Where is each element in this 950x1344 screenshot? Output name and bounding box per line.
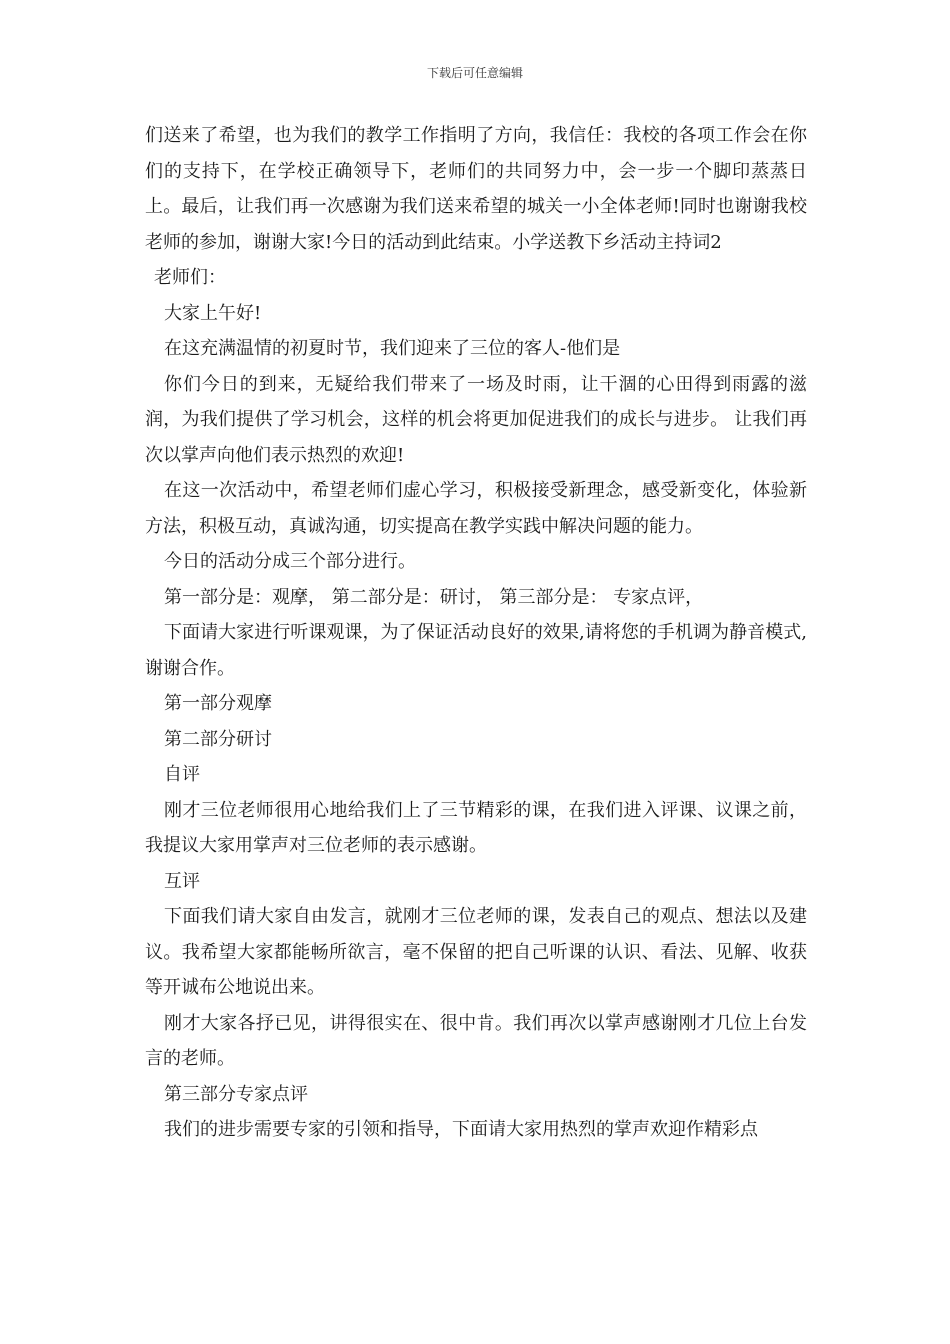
paragraph: 大家上午好! [164,302,262,324]
paragraph: 在这充满温情的初夏时节，我们迎来了三位的客人-他们是 [164,338,621,359]
paragraph: 第一部分是：观摩， 第二部分是：研讨， 第三部分是： 专家点评， [164,586,704,608]
document-body [145,118,807,1148]
paragraph: 老师们： [154,267,226,288]
paragraph: 们送来了希望，也为我们的教学工作指明了方向，我信任：我校的各项工作会在你们的支持下，在学校正确领导下，老师们的共同努力中，会一步一个脚印蒸蒸日上。最后，让我们再一次感谢为我们送来希望的城关一小全体老师!同时也谢谢我校老师的参加，谢谢大家!今日的活动到此结束。小学送教下乡活动主持词2 [145,125,807,253]
paragraph: 你们今日的到来，无疑给我们带来了一场及时雨，让干涸的心田得到雨露的滋润，为我们提供了学习机会，这样的机会将更加促进我们的成长与进步。 让我们再次以掌声向他们表示热烈的欢迎! [145,373,807,466]
subsection-heading: 自评 [164,764,200,785]
section-heading: 第二部分研讨 [164,728,272,750]
section-heading: 第三部分专家点评 [164,1083,308,1105]
paragraph: 刚才三位老师很用心地给我们上了三节精彩的课，在我们进入评课、议课之前，我提议大家用掌声对三位老师的表示感谢。 [145,799,807,856]
paragraph: 我们的进步需要专家的引领和指导，下面请大家用热烈的掌声欢迎作精彩点 [164,1119,758,1140]
section-heading: 第一部分观摩 [164,693,272,714]
page-header: 下载后可任意编辑 [426,66,523,80]
paragraph: 下面我们请大家自由发言，就刚才三位老师的课，发表自己的观点、想法以及建议。我希望大家都能畅所欲言，毫不保留的把自己听课的认识、看法、见解、收获等开诚布公地说出来。 [145,906,807,998]
paragraph: 在这一次活动中，希望老师们虚心学习，积极接受新理念，感受新变化，体验新方法，积极互动，真诚沟通，切实提高在教学实践中解决问题的能力。 [145,480,807,537]
paragraph: 刚才大家各抒已见，讲得很实在、很中肯。我们再次以掌声感谢刚才几位上台发言的老师。 [145,1012,807,1069]
paragraph: 下面请大家进行听课观课，为了保证活动良好的效果,请将您的手机调为静音模式,谢谢合作。 [145,622,807,679]
subsection-heading: 互评 [164,870,200,892]
paragraph: 今日的活动分成三个部分进行。 [164,551,416,572]
